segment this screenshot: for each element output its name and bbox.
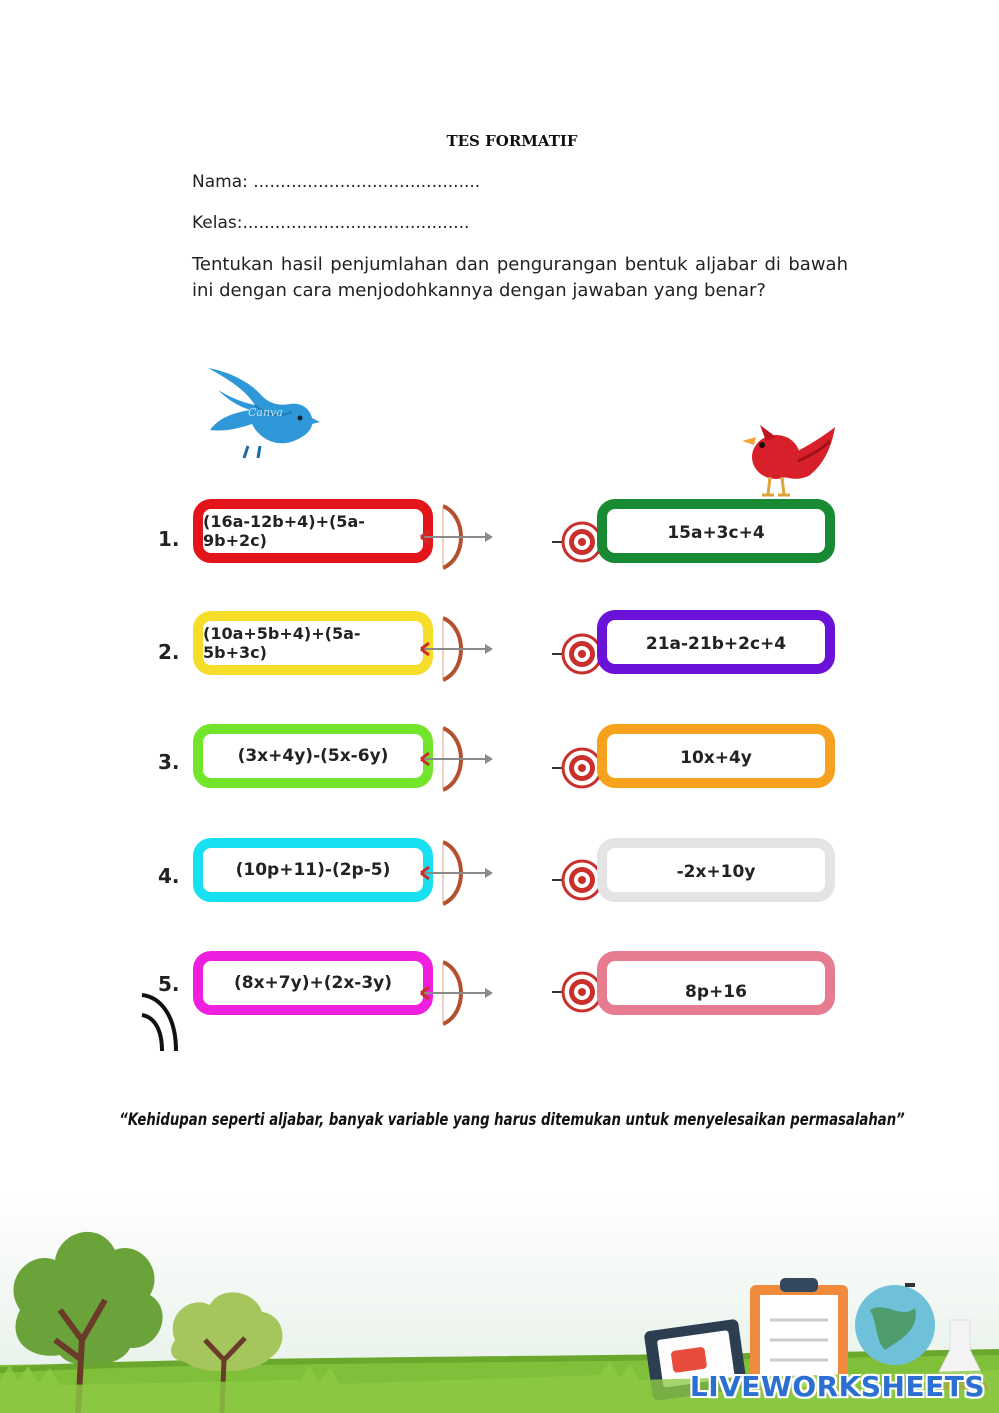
- question-number-4: 4.: [158, 864, 180, 888]
- question-number-2: 2.: [158, 640, 180, 664]
- answer-box-5[interactable]: 8p+16: [597, 951, 835, 1015]
- bow-arrow-icon: [415, 502, 495, 572]
- bow-arrow-icon: [415, 958, 495, 1028]
- liveworksheets-logo: LIVEWORKSHEETS: [689, 1370, 985, 1403]
- question-number-1: 1.: [158, 527, 180, 551]
- bird-watermark: Canva: [248, 406, 283, 419]
- class-field: Kelas:..........................................: [192, 213, 470, 233]
- bow-arrow-icon: [415, 614, 495, 684]
- instruction-text: Tentukan hasil penjumlahan dan pengurangan bentuk aljabar di bawah ini dengan cara menjodohkannya dengan jawaban yang benar?: [192, 254, 848, 301]
- question-number-5: 5.: [158, 972, 180, 996]
- question-box-2[interactable]: (10a+5b+4)+(5a-5b+3c): [193, 611, 433, 675]
- answer-box-4[interactable]: -2x+10y: [597, 838, 835, 902]
- bow-arrow-icon: [415, 838, 495, 908]
- question-box-3[interactable]: (3x+4y)-(5x-6y): [193, 724, 433, 788]
- bow-arrow-icon: [415, 724, 495, 794]
- question-box-4[interactable]: (10p+11)-(2p-5): [193, 838, 433, 902]
- name-field: Nama: ..........................................: [192, 172, 481, 192]
- question-number-3: 3.: [158, 750, 180, 774]
- quote-text: “Kehidupan seperti aljabar, banyak variable yang harus ditemukan untuk menyelesaikan permasalahan”: [119, 1110, 905, 1130]
- answer-box-1[interactable]: 15a+3c+4: [597, 499, 835, 563]
- answer-box-2[interactable]: 21a-21b+2c+4: [597, 610, 835, 674]
- blue-bird-icon: [200, 360, 320, 465]
- page-title: TES FORMATIF: [446, 132, 578, 150]
- question-box-5[interactable]: (8x+7y)+(2x-3y): [193, 951, 433, 1015]
- answer-box-3[interactable]: 10x+4y: [597, 724, 835, 788]
- question-box-1[interactable]: (16a-12b+4)+(5a-9b+2c): [193, 499, 433, 563]
- decorative-arc: [140, 985, 185, 1053]
- red-bird-icon: [740, 415, 840, 505]
